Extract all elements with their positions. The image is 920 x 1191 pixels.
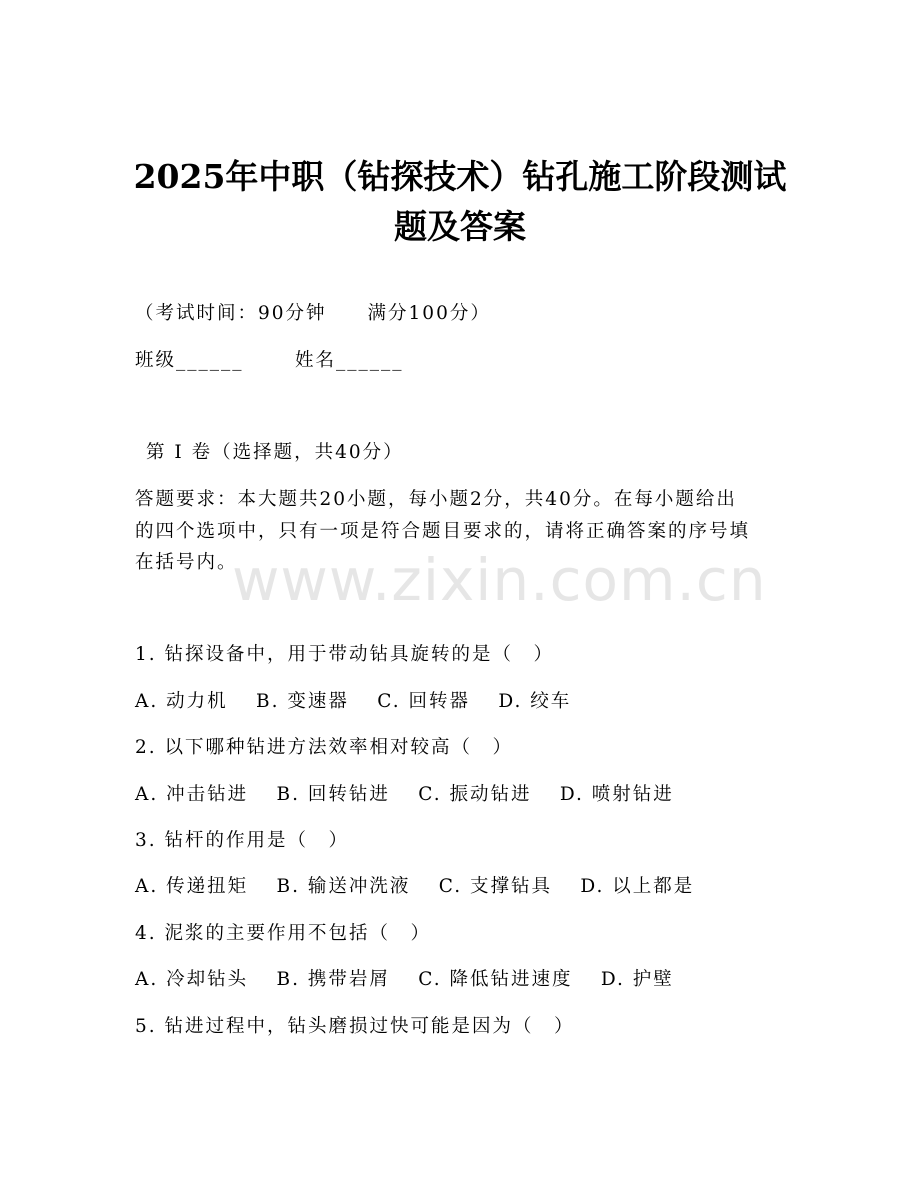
title-line-2: 题及答案	[394, 207, 526, 246]
question-2-options: A. 冲击钻进 B. 回转钻进 C. 振动钻进 D. 喷射钻进	[135, 784, 674, 805]
instructions-line-2: 的四个选项中，只有一项是符合题目要求的，请将正确答案的序号填	[135, 521, 751, 542]
exam-info: （考试时间：90分钟 满分100分）	[135, 303, 491, 324]
name-label: 姓名______	[295, 350, 404, 371]
question-3-stem: 3. 钻杆的作用是（ ）	[135, 830, 350, 851]
class-label: 班级______	[135, 350, 244, 371]
question-3-options: A. 传递扭矩 B. 输送冲洗液 C. 支撑钻具 D. 以上都是	[135, 876, 695, 897]
instructions-line-3: 在括号内。	[135, 552, 238, 573]
question-2-stem: 2. 以下哪种钻进方法效率相对较高（ ）	[135, 737, 514, 758]
class-field	[135, 347, 244, 375]
question-1-stem: 1. 钻探设备中，用于带动钻具旋转的是（ ）	[135, 644, 555, 665]
name-field	[295, 347, 404, 375]
section-title: 第 I 卷（选择题，共40分）	[146, 442, 404, 463]
title-line-1: 2025年中职（钻探技术）钻孔施工阶段测试	[133, 157, 787, 196]
question-4-stem: 4. 泥浆的主要作用不包括（ ）	[135, 923, 432, 944]
question-5-stem: 5. 钻进过程中，钻头磨损过快可能是因为（ ）	[135, 1016, 575, 1037]
question-1-options: A. 动力机 B. 变速器 C. 回转器 D. 绞车	[135, 691, 572, 712]
question-4-options: A. 冷却钻头 B. 携带岩屑 C. 降低钻进速度 D. 护壁	[135, 969, 674, 990]
watermark: www.zixin.com.cn	[232, 546, 767, 614]
instructions-line-1: 答题要求：本大题共20小题，每小题2分，共40分。在每小题给出	[135, 489, 737, 510]
